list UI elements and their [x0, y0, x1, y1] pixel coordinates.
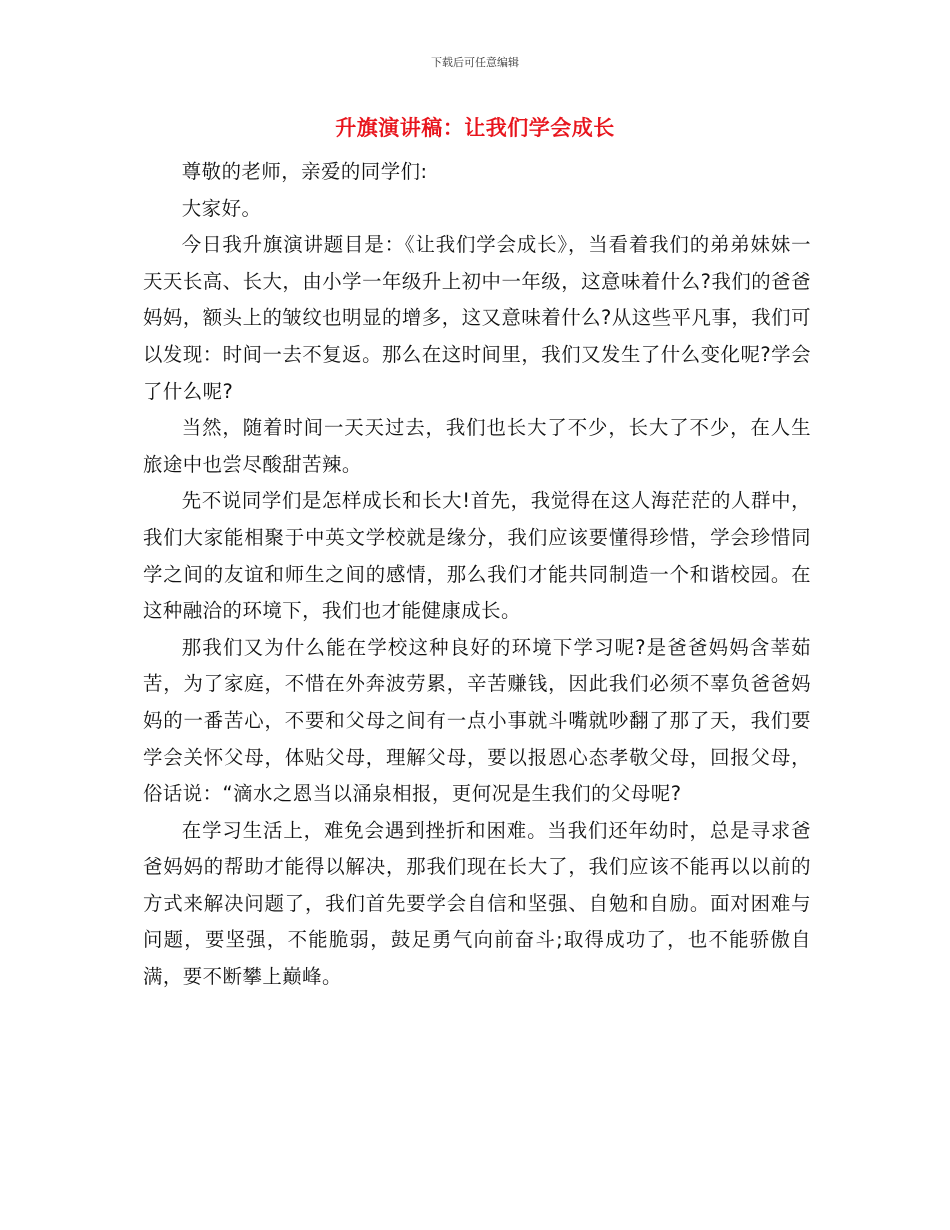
paragraph: 先不说同学们是怎样成长和长大!首先，我觉得在这人海茫茫的人群中，我们大家能相聚于中英文学校就是缘分，我们应该要懂得珍惜，学会珍惜同学之间的友谊和师生之间的感情，那么我们才能共同制造一个和谐校园。在这种融洽的环境下，我们也才能健康成长。 — [143, 489, 811, 623]
salutation: 尊敬的老师，亲爱的同学们: — [181, 160, 428, 183]
paragraph: 今日我升旗演讲题目是：《让我们学会成长》，当看着我们的弟弟妹妹一天天长高、长大，由小学一年级升上初中一年级，这意味着什么?我们的爸爸妈妈，额头上的皱纹也明显的增多，这又意味着什么?从这些平凡事，我们可以发现：时间一去不复返。那么在这时间里，我们又发生了什么变化呢?学会了什么呢? — [143, 233, 811, 403]
paragraph: 在学习生活上，难免会遇到挫折和困难。当我们还年幼时，总是寻求爸爸妈妈的帮助才能得以解决，那我们现在长大了，我们应该不能再以以前的方式来解决问题了，我们首先要学会自信和坚强、自勉和自励。面对困难与问题，要坚强，不能脆弱，鼓足勇气向前奋斗;取得成功了，也不能骄傲自满，要不断攀上巅峰。 — [143, 818, 811, 989]
document-body — [143, 154, 811, 996]
paragraph: 当然，随着时间一天天过去，我们也长大了不少，长大了不少，在人生旅途中也尝尽酸甜苦辣。 — [143, 416, 811, 476]
header-note: 下载后可任意编辑 — [431, 56, 519, 69]
paragraph: 那我们又为什么能在学校这种良好的环境下学习呢?是爸爸妈妈含莘茹苦，为了家庭，不惜在外奔波劳累，辛苦赚钱，因此我们必须不辜负爸爸妈妈的一番苦心，不要和父母之间有一点小事就斗嘴就吵翻了那了天，我们要学会关怀父母，体贴父母，理解父母，要以报恩心态孝敬父母，回报父母，俗话说：“滴水之恩当以涌泉相报，更何况是生我们的父母呢? — [143, 635, 811, 806]
page-title: 升旗演讲稿：让我们学会成长 — [335, 116, 615, 140]
greeting: 大家好。 — [181, 196, 262, 220]
